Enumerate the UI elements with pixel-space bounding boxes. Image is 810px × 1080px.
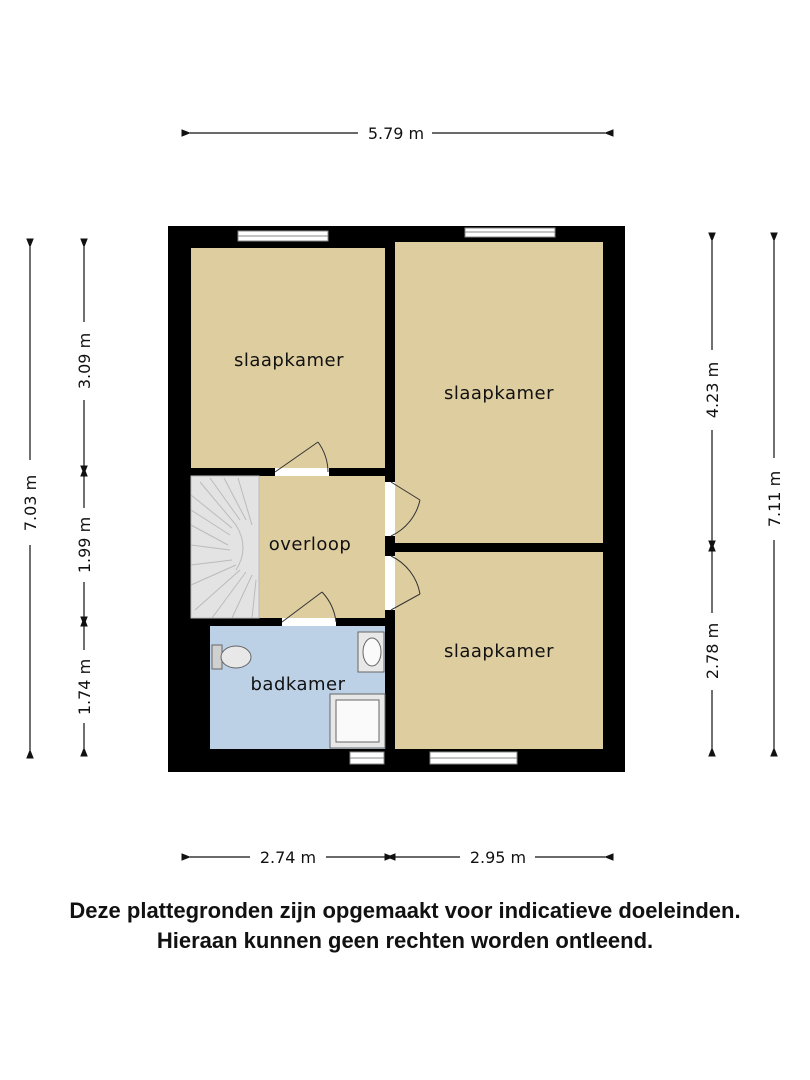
disclaimer-line-2: Hieraan kunnen geen rechten worden ontleend. [156,928,654,953]
disclaimer-line-1: Deze plattegronden zijn opgemaakt voor indicatieve doeleinden. [69,898,741,923]
room-label-bedroom-top-left: slaapkamer [233,350,345,371]
dim-top-width: 5.79 m [367,124,425,143]
dim-right-total-height: 7.11 m [765,470,784,528]
dim-left-segment-3: 1.74 m [75,658,94,716]
dim-right-segment-2: 2.78 m [703,622,722,680]
dim-bottom-right-width: 2.95 m [469,848,527,867]
dim-left-total-height: 7.03 m [21,474,40,532]
disclaimer [0,896,810,956]
room-label-bedroom-bottom-right: slaapkamer [443,641,555,662]
staircase [191,476,259,618]
room-label-landing: overloop [268,534,352,555]
room-label-bedroom-top-right: slaapkamer [443,383,555,404]
dim-bottom-left-width: 2.74 m [259,848,317,867]
dim-left-segment-1: 3.09 m [75,332,94,390]
room-label-bathroom: badkamer [250,674,346,695]
dim-left-segment-2: 1.99 m [75,516,94,574]
dim-right-segment-1: 4.23 m [703,361,722,419]
